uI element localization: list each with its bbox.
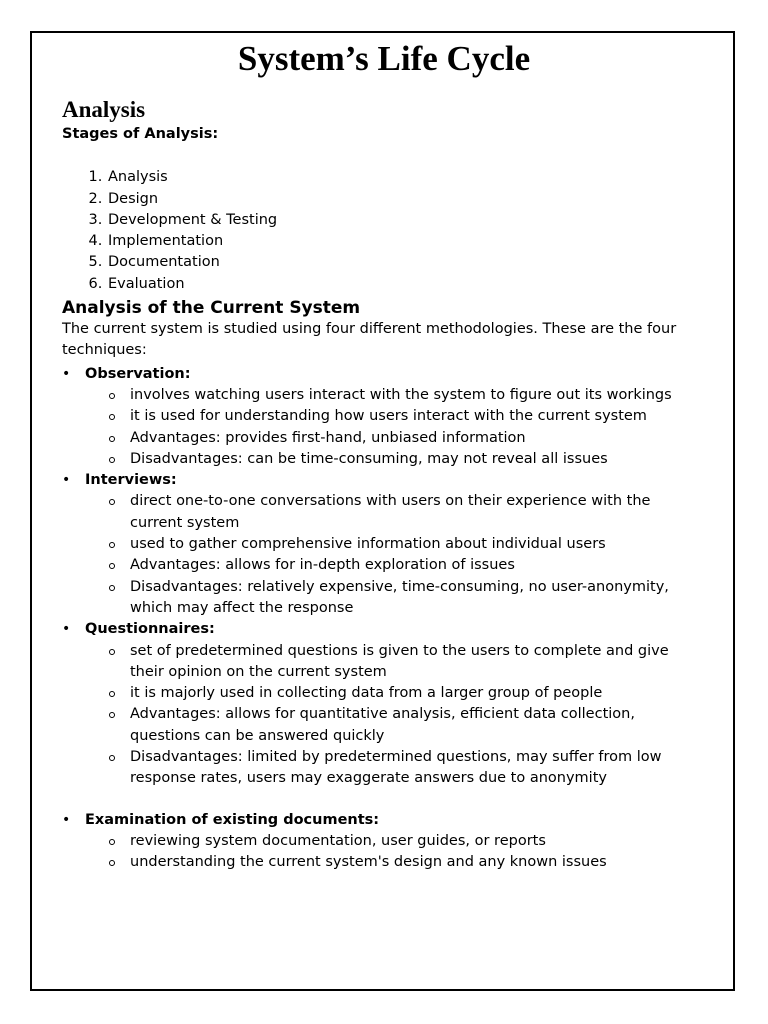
stage-item: 3. Development & Testing (107, 210, 702, 231)
method-point: it is used for understanding how users interact with the current system (130, 406, 702, 427)
stages-label: Stages of Analysis: (62, 126, 219, 142)
method-document-examination (62, 810, 702, 874)
method-point: used to gather comprehensive information about individual users (130, 534, 702, 555)
method-points (85, 641, 702, 790)
method-points (85, 385, 702, 470)
method-title: Observation: (85, 365, 191, 382)
section-heading-analysis: Analysis (62, 97, 146, 122)
method-title: Questionnaires: (85, 621, 215, 638)
method-title: Examination of existing documents: (85, 811, 380, 828)
method-point: understanding the current system's design and any known issues (130, 852, 702, 873)
method-interviews (62, 470, 702, 619)
stage-item: 6. Evaluation (107, 274, 702, 295)
stage-item: 5. Documentation (107, 252, 702, 273)
method-points (85, 491, 702, 619)
document-title: System’s Life Cycle (237, 39, 531, 78)
current-system-intro: The current system is studied using four different methodologies. These are the four techniques: (62, 321, 677, 359)
method-point: reviewing system documentation, user guides, or reports (130, 831, 702, 852)
method-point: set of predetermined questions is given to the users to complete and give their opinion on the current system (130, 641, 702, 684)
stage-item: 2. Design (107, 189, 702, 210)
method-observation (62, 364, 702, 470)
current-system-heading: Analysis of the Current System (62, 298, 361, 319)
method-points (85, 831, 702, 874)
method-point: Disadvantages: relatively expensive, time-consuming, no user-anonymity, which may affect the response (130, 577, 702, 620)
methods-list (62, 364, 702, 874)
method-point: Advantages: allows for quantitative analysis, efficient data collection, questions can be answered quickly (130, 704, 702, 747)
method-questionnaires (62, 619, 702, 789)
method-point: Disadvantages: limited by predetermined questions, may suffer from low response rates, users may exaggerate answers due to anonymity (130, 747, 702, 790)
method-point: it is majorly used in collecting data from a larger group of people (130, 683, 702, 704)
stages-list (62, 167, 702, 295)
method-point: Disadvantages: can be time-consuming, may not reveal all issues (130, 449, 702, 470)
stage-item: 4. Implementation (107, 231, 702, 252)
document-body (62, 124, 702, 874)
method-point: Advantages: provides first-hand, unbiased information (130, 428, 702, 449)
method-point: involves watching users interact with the system to figure out its workings (130, 385, 702, 406)
method-title: Interviews: (85, 472, 177, 489)
method-point: direct one-to-one conversations with users on their experience with the current system (130, 491, 702, 534)
method-point: Advantages: allows for in-depth exploration of issues (130, 555, 702, 576)
stage-item: 1. Analysis (107, 167, 702, 188)
